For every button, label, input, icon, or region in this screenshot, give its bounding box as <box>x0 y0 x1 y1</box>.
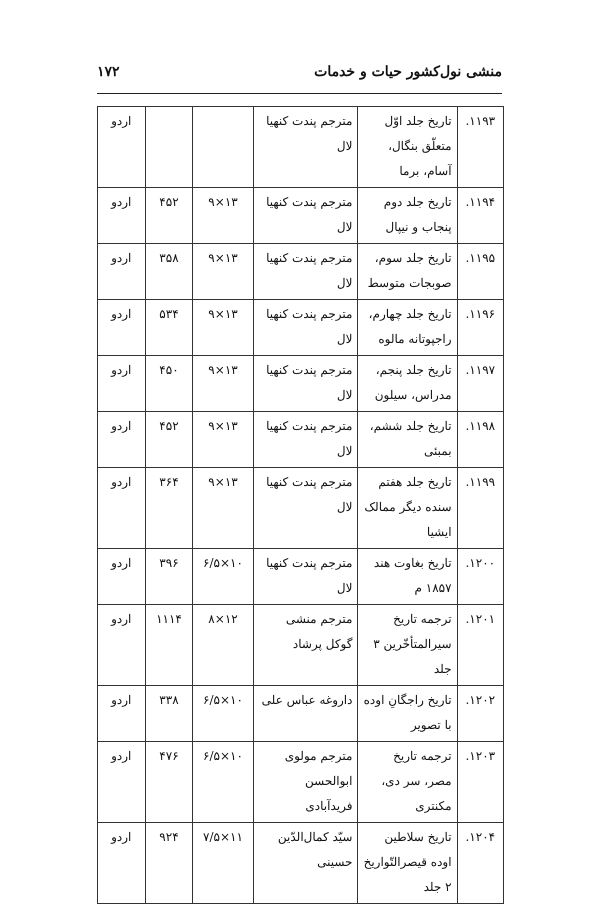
entry-number: ۱۱۹۳. <box>457 107 503 188</box>
table-row <box>98 107 504 188</box>
entry-number: ۱۲۰۱. <box>457 605 503 686</box>
book-author: سیّد کمال‌الدّین حسینی <box>253 823 358 904</box>
page-count: ۵۳۴ <box>145 300 193 356</box>
page-count: ۴۵۲ <box>145 188 193 244</box>
page-count: ۴۵۲ <box>145 412 193 468</box>
page-count <box>145 107 193 188</box>
book-title: تاریخ راجگانِ اوده با تصویر <box>358 686 457 742</box>
book-title: تاریخ جلد دوم پنجاب و نیپال <box>358 188 457 244</box>
book-language: اردو <box>98 107 146 188</box>
table-row <box>98 412 504 468</box>
book-title: تاریخ سلاطین اوده قیصرالتّواریخ ۲ جلد <box>358 823 457 904</box>
book-author: مترجم پندت کنهیا لال <box>253 300 358 356</box>
book-title: تاریخ جلد پنجم، مدراس، سیلون <box>358 356 457 412</box>
book-author: مترجم پندت کنهیا لال <box>253 244 358 300</box>
entry-number: ۱۱۹۴. <box>457 188 503 244</box>
entry-number: ۱۲۰۰. <box>457 549 503 605</box>
table-row <box>98 823 504 904</box>
page-header <box>97 60 502 94</box>
table-row <box>98 605 504 686</box>
entry-number: ۱۲۰۴. <box>457 823 503 904</box>
book-size <box>193 107 253 188</box>
book-author: مترجم پندت کنهیا لال <box>253 468 358 549</box>
entry-number: ۱۱۹۷. <box>457 356 503 412</box>
book-size: ۱۳×۹ <box>193 468 253 549</box>
book-author: مترجم منشی گوکل پرشاد <box>253 605 358 686</box>
book-size: ۱۳×۹ <box>193 356 253 412</box>
book-language: اردو <box>98 244 146 300</box>
book-author: مترجم پندت کنهیا لال <box>253 107 358 188</box>
book-size: ۱۰×۶/۵ <box>193 549 253 605</box>
table-row <box>98 549 504 605</box>
book-title: تاریخ جلد ششم، بمبئی <box>358 412 457 468</box>
book-title: تاریخ جلد چهارم، راجپوتانه مالوه <box>358 300 457 356</box>
book-language: اردو <box>98 356 146 412</box>
page-count: ۴۷۶ <box>145 742 193 823</box>
book-author: داروغه عباس علی <box>253 686 358 742</box>
entry-number: ۱۱۹۸. <box>457 412 503 468</box>
book-language: اردو <box>98 412 146 468</box>
book-size: ۱۱×۷/۵ <box>193 823 253 904</box>
book-title: تاریخ جلد سوم، صوبجات متوسط <box>358 244 457 300</box>
entry-number: ۱۱۹۹. <box>457 468 503 549</box>
book-author: مترجم پندت کنهیا لال <box>253 412 358 468</box>
book-size: ۱۰×۶/۵ <box>193 742 253 823</box>
page-count: ۳۵۸ <box>145 244 193 300</box>
book-language: اردو <box>98 686 146 742</box>
table-row <box>98 468 504 549</box>
entry-number: ۱۲۰۲. <box>457 686 503 742</box>
table-row <box>98 742 504 823</box>
table-row <box>98 356 504 412</box>
running-title: منشی نول‌کشور حیات و خدمات <box>314 64 502 80</box>
header-rule <box>97 93 502 94</box>
book-size: ۱۳×۹ <box>193 244 253 300</box>
book-language: اردو <box>98 742 146 823</box>
book-title: تاریخ جلد اوّل متعلّق بنگال، آسام، برما <box>358 107 457 188</box>
book-author: مترجم پندت کنهیا لال <box>253 549 358 605</box>
book-title: ترجمه تاریخ سیرالمتأخّرین ۳ جلد <box>358 605 457 686</box>
entry-number: ۱۱۹۵. <box>457 244 503 300</box>
catalogue-table <box>97 106 504 904</box>
page-count: ۳۹۶ <box>145 549 193 605</box>
book-size: ۱۳×۹ <box>193 412 253 468</box>
page-count: ۳۳۸ <box>145 686 193 742</box>
table-row <box>98 244 504 300</box>
book-language: اردو <box>98 549 146 605</box>
book-language: اردو <box>98 823 146 904</box>
book-size: ۱۲×۸ <box>193 605 253 686</box>
book-author: مترجم مولوی ابوالحسن فریدآبادی <box>253 742 358 823</box>
book-title: تاریخ جلد هفتم سنده دیگر ممالک ایشیا <box>358 468 457 549</box>
table-row <box>98 188 504 244</box>
book-language: اردو <box>98 468 146 549</box>
book-author: مترجم پندت کنهیا لال <box>253 356 358 412</box>
entry-number: ۱۲۰۳. <box>457 742 503 823</box>
table-row <box>98 300 504 356</box>
page-number: ۱۷۲ <box>97 64 120 80</box>
page-count: ۱۱۱۴ <box>145 605 193 686</box>
book-author: مترجم پندت کنهیا لال <box>253 188 358 244</box>
book-language: اردو <box>98 605 146 686</box>
book-language: اردو <box>98 300 146 356</box>
table-row <box>98 686 504 742</box>
book-size: ۱۰×۶/۵ <box>193 686 253 742</box>
book-title: تاریخ بغاوت هند ۱۸۵۷ م <box>358 549 457 605</box>
entry-number: ۱۱۹۶. <box>457 300 503 356</box>
page-count: ۹۲۴ <box>145 823 193 904</box>
page-count: ۳۶۴ <box>145 468 193 549</box>
book-language: اردو <box>98 188 146 244</box>
book-title: ترجمه تاریخ مصر، سر دی، مکنتری <box>358 742 457 823</box>
book-size: ۱۳×۹ <box>193 188 253 244</box>
book-size: ۱۳×۹ <box>193 300 253 356</box>
page-count: ۴۵۰ <box>145 356 193 412</box>
